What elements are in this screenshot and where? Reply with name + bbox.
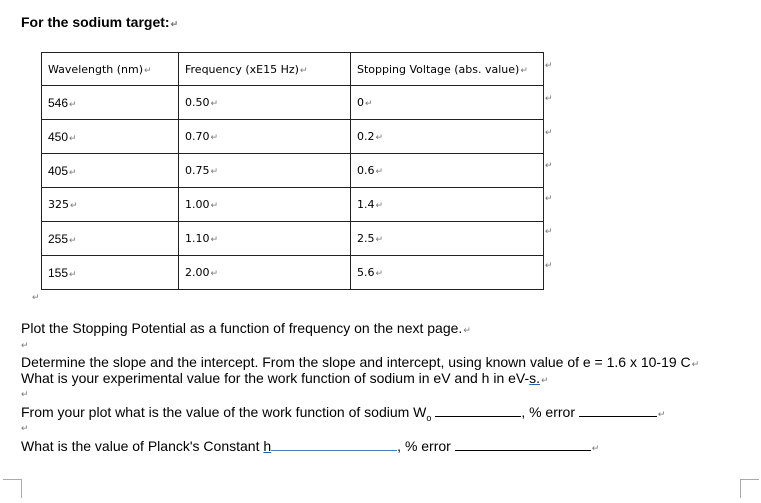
empty-paragraph-mark: ↵ xyxy=(32,292,40,302)
instruction-plot: Plot the Stopping Potential as a function of frequency on the next page.↵ xyxy=(21,320,471,336)
table-row xyxy=(42,256,544,290)
row-end-mark: ↵ xyxy=(545,193,553,203)
cell-frequency: 1.10↵ xyxy=(179,222,351,256)
row-end-mark: ↵ xyxy=(545,226,553,236)
table-row xyxy=(42,154,544,188)
header-wavelength: Wavelength (nm)↵ xyxy=(42,53,179,86)
question-planck: What is the value of Planck's Constant h , % error ↵ xyxy=(21,438,600,454)
header-stopping-voltage: Stopping Voltage (abs. value)↵ xyxy=(351,53,544,86)
planck-answer-blank[interactable] xyxy=(271,438,397,451)
cell-wavelength: 155↵ xyxy=(42,256,179,290)
table-row xyxy=(42,222,544,256)
cell-voltage: 1.4↵ xyxy=(351,188,544,222)
page-corner-marker-left xyxy=(3,479,22,498)
empty-paragraph-mark: ↵ xyxy=(21,423,29,433)
row-end-mark: ↵ xyxy=(545,93,553,103)
cell-frequency: 0.70↵ xyxy=(179,120,351,154)
table-row xyxy=(42,188,544,222)
instruction-work-function: What is your experimental value for the work function of sodium in eV and h in eV-s.↵ xyxy=(21,370,549,386)
cell-wavelength: 546↵ xyxy=(42,86,179,120)
row-end-mark: ↵ xyxy=(545,127,553,137)
cell-frequency: 0.75↵ xyxy=(179,154,351,188)
table-header-row xyxy=(42,53,544,86)
cell-wavelength: 450↵ xyxy=(42,120,179,154)
table-row xyxy=(42,86,544,120)
planck-error-blank[interactable] xyxy=(455,438,591,451)
work-function-answer-blank[interactable] xyxy=(435,404,521,417)
cell-frequency: 2.00↵ xyxy=(179,256,351,290)
cell-voltage: 0.6↵ xyxy=(351,154,544,188)
cell-voltage: 2.5↵ xyxy=(351,222,544,256)
cell-wavelength: 325↵ xyxy=(42,188,179,222)
table-row xyxy=(42,120,544,154)
cell-wavelength: 255↵ xyxy=(42,222,179,256)
empty-paragraph-mark: ↵ xyxy=(21,389,29,399)
cell-frequency: 0.50↵ xyxy=(179,86,351,120)
row-end-mark: ↵ xyxy=(545,160,553,170)
work-function-error-blank[interactable] xyxy=(579,404,657,417)
section-title: For the sodium target:↵ xyxy=(21,14,179,30)
page-corner-marker-right xyxy=(740,479,759,498)
data-table xyxy=(41,52,544,290)
row-end-mark: ↵ xyxy=(545,260,553,270)
header-frequency: Frequency (xE15 Hz)↵ xyxy=(179,53,351,86)
row-end-mark: ↵ xyxy=(545,60,553,70)
cell-voltage: 5.6↵ xyxy=(351,256,544,290)
cell-frequency: 1.00↵ xyxy=(179,188,351,222)
empty-paragraph-mark: ↵ xyxy=(21,340,29,350)
cell-voltage: 0↵ xyxy=(351,86,544,120)
question-work-function: From your plot what is the value of the work function of sodium $W_o$ , % error ↵ xyxy=(21,404,666,423)
cell-voltage: 0.2↵ xyxy=(351,120,544,154)
cell-wavelength: 405↵ xyxy=(42,154,179,188)
instruction-slope: Determine the slope and the intercept. From the slope and intercept, using known value of e = 1.6 x 10-19 C↵ xyxy=(21,354,700,370)
